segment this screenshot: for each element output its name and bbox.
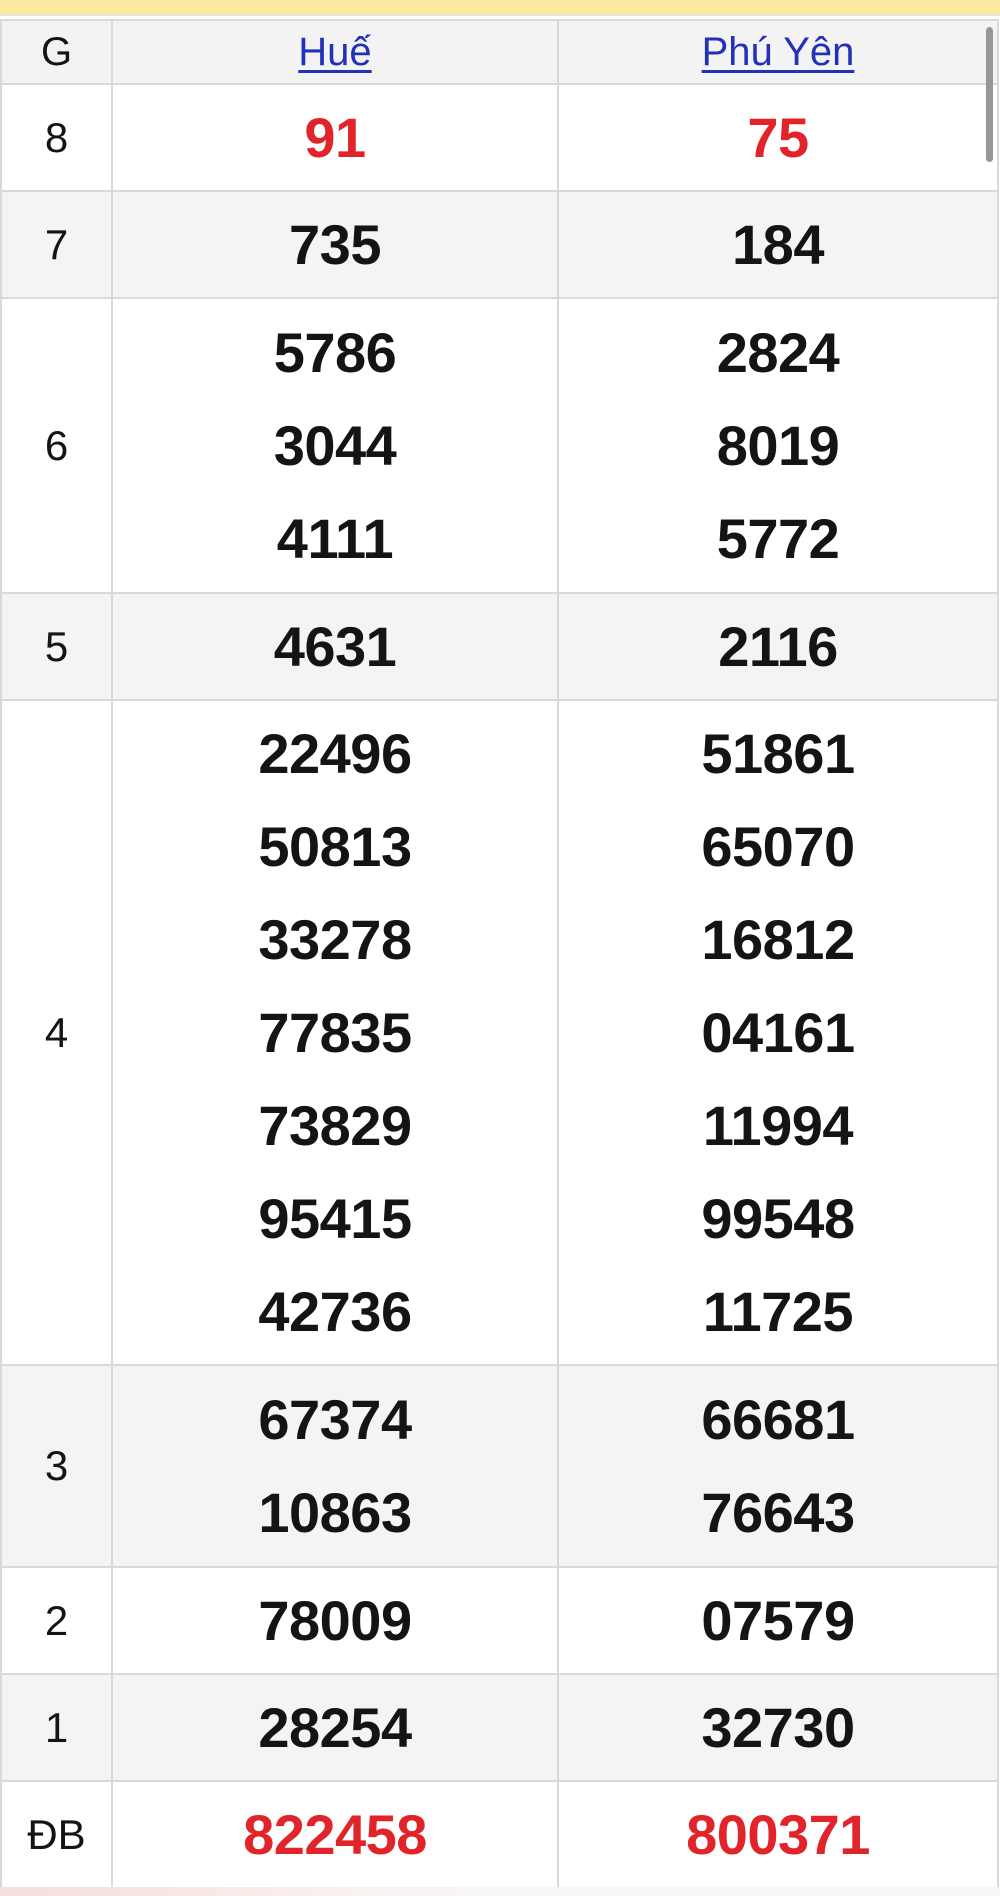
prize-number: 66681 (701, 1388, 855, 1451)
column-header-hue (112, 20, 558, 84)
prize-row-3 (1, 1365, 998, 1567)
prize-number: 33278 (258, 908, 412, 971)
prize-tier-label: 1 (1, 1674, 112, 1781)
date-strip-edge (0, 0, 1000, 16)
phu-yen-results-cell (558, 1674, 998, 1781)
prize-tier-label: 4 (1, 700, 112, 1365)
scrollbar-thumb[interactable] (986, 27, 993, 162)
prize-number: 78009 (258, 1589, 412, 1652)
prize-number: 4631 (273, 615, 397, 678)
prize-row-7 (1, 191, 998, 298)
phu-yen-results-cell (558, 1781, 998, 1888)
prize-number: 4111 (276, 507, 394, 570)
prize-row-db (1, 1781, 998, 1888)
hue-results-cell (112, 191, 558, 298)
prize-number: 11994 (702, 1094, 854, 1157)
prize-tier-label: 2 (1, 1567, 112, 1674)
prize-number: 5772 (716, 507, 840, 570)
phu-yen-results-cell (558, 84, 998, 191)
prize-number: 822458 (243, 1803, 427, 1866)
prize-number: 51861 (701, 722, 855, 785)
phu-yen-results-cell (558, 593, 998, 700)
prize-tier-label: ĐB (1, 1781, 112, 1888)
hue-results-cell (112, 1781, 558, 1888)
prize-number: 50813 (258, 815, 412, 878)
prize-number: 95415 (258, 1187, 412, 1250)
phu-yen-results-cell (558, 191, 998, 298)
prize-tier-label: 7 (1, 191, 112, 298)
prize-number: 07579 (701, 1589, 855, 1652)
prize-tier-column-header: G (1, 20, 112, 84)
prize-number: 5786 (273, 321, 397, 384)
phu-yen-results-cell (558, 1567, 998, 1674)
prize-number: 8019 (716, 414, 840, 477)
prize-number: 184 (732, 213, 824, 276)
prize-tier-label: 5 (1, 593, 112, 700)
prize-number: 10863 (258, 1481, 412, 1544)
prize-number: 22496 (258, 722, 412, 785)
next-section-edge (0, 1887, 1000, 1896)
prize-row-6 (1, 298, 998, 593)
hue-results-cell (112, 593, 558, 700)
province-link-hue[interactable]: Huế (298, 29, 372, 74)
lottery-results-table (0, 19, 999, 1889)
prize-row-4 (1, 700, 998, 1365)
hue-results-cell (112, 1365, 558, 1567)
prize-number: 77835 (258, 1001, 412, 1064)
phu-yen-results-cell (558, 700, 998, 1365)
prize-row-5 (1, 593, 998, 700)
prize-number: 42736 (258, 1280, 412, 1343)
prize-number: 11725 (702, 1280, 854, 1343)
prize-number: 04161 (701, 1001, 855, 1064)
hue-results-cell (112, 84, 558, 191)
prize-number: 3044 (273, 414, 397, 477)
prize-row-1 (1, 1674, 998, 1781)
prize-tier-label: 3 (1, 1365, 112, 1567)
prize-number: 99548 (701, 1187, 855, 1250)
column-header-phu-yen (558, 20, 998, 84)
prize-number: 2116 (718, 615, 838, 678)
prize-row-2 (1, 1567, 998, 1674)
hue-results-cell (112, 700, 558, 1365)
prize-number: 75 (747, 106, 809, 169)
results-table-wrap (0, 19, 997, 1889)
prize-number: 65070 (701, 815, 855, 878)
prize-number: 2824 (716, 321, 840, 384)
phu-yen-results-cell (558, 298, 998, 593)
header-row (1, 20, 998, 84)
prize-row-8 (1, 84, 998, 191)
hue-results-cell (112, 1567, 558, 1674)
prize-number: 76643 (701, 1481, 855, 1544)
prize-number: 67374 (258, 1388, 412, 1451)
prize-number: 73829 (258, 1094, 412, 1157)
prize-number: 91 (304, 106, 366, 169)
province-link-phu-yen[interactable]: Phú Yên (701, 29, 855, 74)
prize-number: 800371 (686, 1803, 870, 1866)
prize-number: 32730 (701, 1696, 855, 1759)
prize-tier-label: 6 (1, 298, 112, 593)
phu-yen-results-cell (558, 1365, 998, 1567)
prize-number: 16812 (701, 908, 855, 971)
prize-number: 735 (289, 213, 381, 276)
hue-results-cell (112, 298, 558, 593)
hue-results-cell (112, 1674, 558, 1781)
prize-number: 28254 (258, 1696, 412, 1759)
prize-tier-label: 8 (1, 84, 112, 191)
